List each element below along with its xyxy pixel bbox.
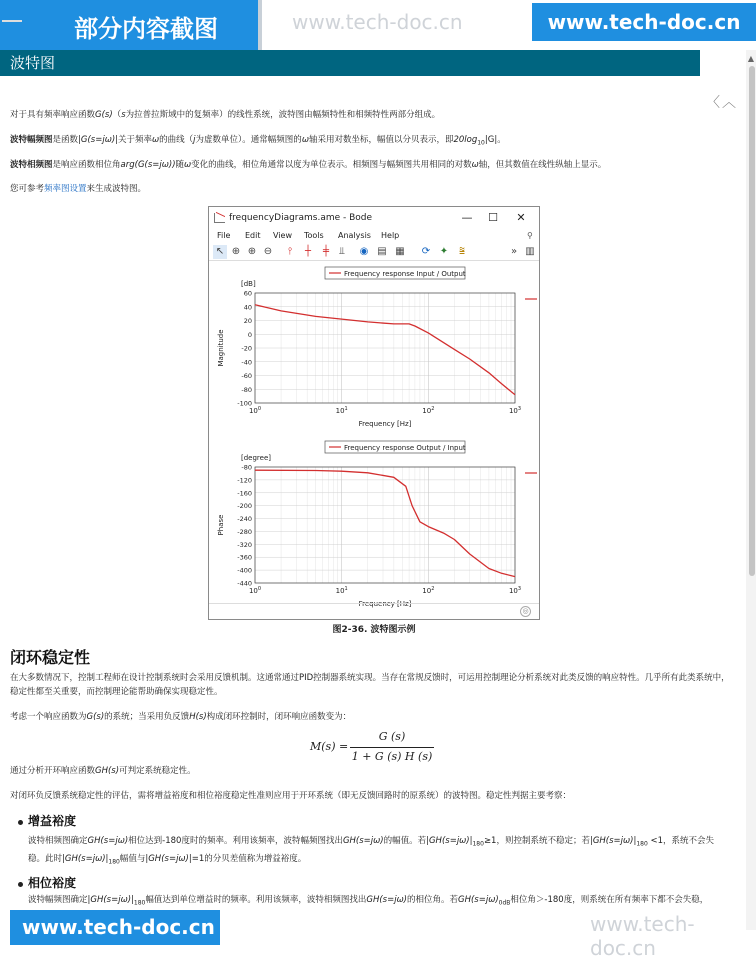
measure-icon[interactable]: ⫫ (339, 246, 345, 257)
y-tick-label: -200 (237, 502, 252, 511)
zoom-out-icon[interactable]: ⊖ (263, 246, 273, 257)
x-tick-label: $10^0$ (248, 586, 262, 595)
watermark-bottom: www.tech-doc.cn (590, 912, 695, 960)
app-chart-icon (214, 213, 225, 223)
y-tick-label: 60 (243, 289, 252, 298)
close-button[interactable]: ✕ (516, 211, 526, 224)
y-tick-label: -20 (241, 344, 252, 353)
y-tick-label: -400 (237, 566, 252, 575)
panel-icon[interactable]: ▥ (525, 246, 535, 257)
y-tick-label: -100 (237, 399, 252, 408)
scroll-up-icon[interactable]: ▲ (747, 54, 755, 63)
bode-plots-svg (209, 263, 539, 608)
window-titlebar[interactable] (209, 207, 539, 229)
bode-window (208, 206, 540, 620)
intro-paragraph-3: 波特相频图是响应函数相位角arg(G(s=jω))随ω变化的曲线，相位角通常以度为单位表示。相频图与幅频图共用相同的对数ω轴，但其数值在线性纵轴上显示。 (10, 160, 607, 170)
x-axis-label: Frequency [Hz] (358, 600, 412, 608)
formula-fraction-line (350, 747, 434, 748)
menu-analysis[interactable]: Analysis (338, 231, 371, 240)
menu-file[interactable]: File (217, 231, 231, 240)
x-tick-label: $10^1$ (335, 586, 348, 595)
gain-margin-paragraph: 波特相频图确定GH(s=jω)相位达到-180度时的频率。利用该频率，波特幅频图找出GH(s=jω)的幅值。若$|GH(s=j\omega)|_{180}\ge 1$，则控制系统不稳定；若$|GH(s=j\omega)|_{180} <1$，系统不会失 稳。此时$|GH(s=j\omega)|_{180}$幅值与|GH(s=jω)|=1的分贝差值称为增益裕度。 (28, 836, 715, 866)
minimize-button[interactable]: — (461, 211, 473, 224)
y-axis-label: Phase (217, 514, 225, 536)
intro-paragraph-4: 您可参考频率图设置来生成波特图。 (10, 184, 147, 194)
formula-numerator: G (s) (378, 730, 406, 743)
y-unit-label: [dB] (241, 280, 256, 288)
closed-loop-paragraph-3: 通过分析开环响应函数GH(s)可判定系统稳定性。 (10, 766, 196, 776)
series-line (255, 470, 515, 576)
menu-view[interactable]: View (273, 231, 292, 240)
series-line (255, 305, 515, 395)
phase-margin-paragraph: 波特幅频图确定$|GH(s=j\omega)|_{180}$幅值达到单位增益时的频率。利用该频率，波特相频图找出GH(s=jω)的相位角。若$GH(s=j\omega)_{0dB}$相位角＞-180度，则系统在所有频率下都不会失稳， (28, 895, 709, 907)
plot-frame (255, 467, 515, 583)
x-tick-label: $10^1$ (335, 406, 348, 415)
y-axis-label: Magnitude (217, 329, 225, 367)
frequency-settings-link[interactable]: 频率图设置 (44, 184, 87, 194)
title-banner (0, 0, 262, 50)
y-unit-label: [degree] (241, 454, 271, 462)
formula-lhs: M(s) = (310, 740, 349, 753)
menu-edit[interactable]: Edit (245, 231, 261, 240)
menu-tools[interactable]: Tools (304, 231, 324, 240)
closed-loop-paragraph-1: 在大多数情况下，控制工程师在设计控制系统时会采用反馈机制。这通常通过PID控制器系统实现。当存在常规反馈时，可运用控制理论分析系统对此类反馈的响应特性。几乎所有此类系统中，稳定性都至关重要，而控制理论能帮助确保实现稳定性。 (10, 673, 730, 697)
intro-paragraph-2: 波特幅频图是函数|G(s=jω)|关于频率ω的曲线（j为虚数单位）。通常幅频图的ω轴采用对数坐标，幅值以分贝表示，即$20\log_{10}|G|$。 (10, 135, 506, 147)
x-axis-label: Frequency [Hz] (358, 420, 412, 428)
y-tick-label: -280 (237, 527, 252, 536)
status-globe-icon: ◎ (520, 606, 531, 617)
y-tick-label: -80 (241, 385, 252, 394)
watermark-top: www.tech-doc.cn (292, 10, 463, 34)
menu-help[interactable]: Help (381, 231, 400, 240)
y-tick-label: -240 (237, 515, 252, 524)
y-tick-label: -80 (241, 463, 252, 472)
pin-icon[interactable]: ⚲ (527, 231, 533, 240)
zoom-icon[interactable]: ⊕ (231, 246, 241, 257)
more-icon[interactable]: » (510, 246, 518, 257)
banner-title: 部分内容截图 (22, 10, 258, 48)
closed-loop-formula (310, 728, 450, 768)
x-tick-label: $10^3$ (508, 586, 522, 595)
star-icon[interactable]: ✦ (439, 246, 449, 257)
prev-topic-icon[interactable]: 〈 (706, 95, 722, 111)
closed-loop-heading: 闭环稳定性 (10, 648, 91, 667)
zoom-in-icon[interactable]: ⊕ (247, 246, 257, 257)
y-tick-label: 0 (247, 330, 252, 339)
export-icon[interactable]: ▤ (377, 246, 387, 257)
y-tick-label: -160 (237, 489, 252, 498)
site-url-banner-bottom: www.tech-doc.cn (10, 910, 220, 945)
x-tick-label: $10^3$ (508, 406, 522, 415)
closed-loop-paragraph-2: 考虑一个响应函数为G(s)的系统；当采用负反馈H(s)构成闭环控制时，闭环响应函数变为： (10, 712, 352, 722)
legend-label: Frequency response Output / Input (344, 444, 466, 452)
up-topic-icon[interactable]: ︿ (722, 95, 738, 111)
legend-label: Frequency response Input / Output (344, 270, 466, 278)
menubar (209, 229, 539, 243)
y-tick-label: 40 (243, 303, 252, 312)
phase-margin-heading: 相位裕度 (28, 876, 77, 890)
crosshair-icon[interactable]: ┼ (304, 246, 312, 257)
plot-area[interactable] (209, 263, 539, 608)
toolbar (209, 243, 539, 261)
y-tick-label: -320 (237, 540, 252, 549)
window-title: frequencyDiagrams.ame - Bode (229, 213, 373, 223)
intro-paragraph-1: 对于具有频率响应函数G(s)（s为拉普拉斯域中的复频率）的线性系统，波特图由幅频特性和相频特性两部分组成。 (10, 110, 441, 120)
x-tick-label: $10^2$ (422, 406, 435, 415)
chart-icon[interactable]: ⩰ (459, 246, 465, 257)
figure-caption: 图2-36. 波特图示例 (332, 625, 416, 635)
marker-icon[interactable]: ╪ (322, 246, 330, 257)
formula-denominator: 1 + G (s) H (s) (351, 750, 433, 763)
y-tick-label: -60 (241, 372, 252, 380)
y-tick-label: -440 (237, 579, 252, 588)
site-url-banner: www.tech-doc.cn (532, 3, 756, 41)
cursor-icon[interactable]: ⫯ (287, 246, 293, 257)
pointer-icon[interactable]: ↖ (213, 245, 227, 259)
statusbar (209, 603, 539, 619)
maximize-button[interactable]: ☐ (488, 211, 498, 224)
y-tick-label: 20 (243, 317, 252, 325)
closed-loop-paragraph-4: 对闭环负反馈系统稳定性的评估，需将增益裕度和相位裕度稳定性准则应用于开环系统（即无反馈回路时的原系统）的波特图。稳定性判据主要考察： (10, 791, 572, 801)
y-tick-label: -120 (237, 476, 252, 485)
x-tick-label: $10^2$ (422, 586, 435, 595)
scrollbar-thumb[interactable] (749, 66, 755, 576)
refresh-icon[interactable]: ⟳ (421, 246, 431, 257)
x-tick-label: $10^0$ (248, 406, 262, 415)
grid-menu-icon[interactable]: ▦ (395, 246, 405, 257)
record-icon[interactable]: ◉ (359, 246, 369, 257)
gain-margin-heading: 增益裕度 (28, 814, 77, 828)
section-title-bar: 波特图 (0, 50, 700, 76)
y-tick-label: -40 (241, 358, 252, 367)
y-tick-label: -360 (237, 553, 252, 562)
